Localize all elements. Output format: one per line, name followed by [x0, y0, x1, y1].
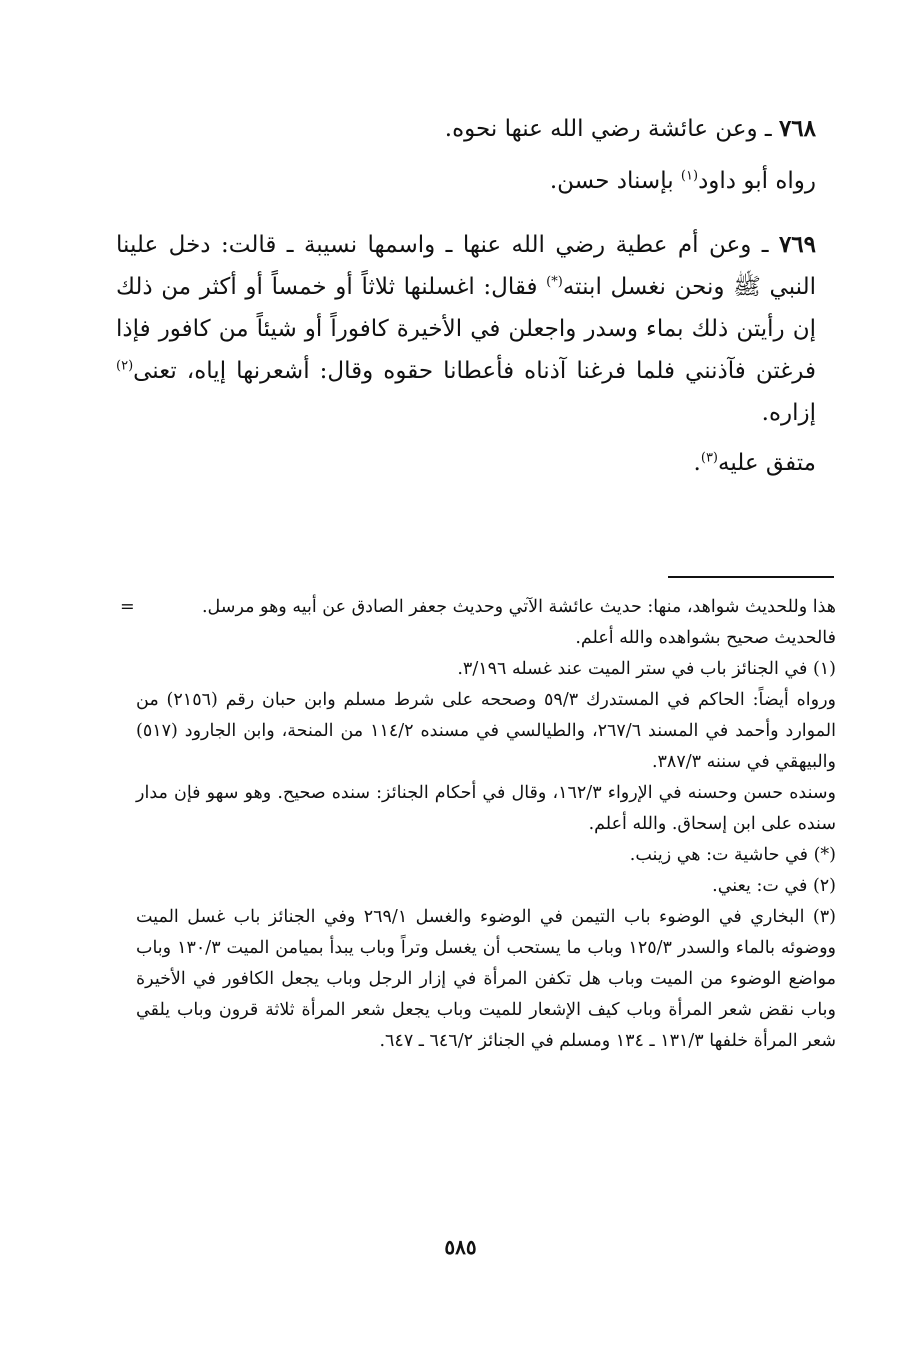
- footnote-ref: (١): [680, 168, 699, 184]
- hadith-text-part2: فقال: اغسلنها ثلاثاً أو خمساً أو أكثر من ذلك إن رأيتن ذلك بماء وسدر واجعلن في الأخيرة كافوراً أو شيئاً من كافور فإذا فرغتن فآذنني فلما فرغنا آذناه فأعطانا حقوه وقال: أشعرنها إياه، تعنى: [116, 274, 816, 384]
- footnote-line: فالحديث صحيح بشواهده والله أعلم.: [575, 628, 836, 648]
- footnote-ref-star: (*): [546, 274, 563, 290]
- hadith-text-part3: إزاره.: [761, 400, 816, 426]
- footnote-line: في حاشية ت: هي زينب.: [629, 845, 809, 865]
- hadith-text-part1: ـ وعن أم عطية رضي الله عنها ـ واسمها نسيبة ـ قالت: دخل علينا النبي ﷺ ونحن نغسل ابنته: [116, 232, 817, 300]
- footnote-line: هذا وللحديث شواهد، منها: حديث عائشة الآتي وحديث جعفر الصادق عن أبيه وهو مرسل.: [201, 597, 836, 617]
- footnote-line: في الجنائز باب في ستر الميت عند غسله ٣/١٩٦.: [457, 659, 808, 679]
- footnote-continuation: [120, 592, 836, 654]
- footnote-line: وسنده حسن وحسنه في الإرواء ١٦٢/٣، وقال في أحكام الجنائز: سنده صحيح. وهو سهو فإن مدار سنده على ابن إسحاق. والله أعلم.: [136, 783, 836, 834]
- footnote-marker: (*): [813, 845, 836, 865]
- footnote-star: [136, 840, 836, 871]
- hadith-text: ـ وعن عائشة رضي الله عنها نحوه.: [444, 116, 772, 142]
- footnote-2: [136, 871, 836, 902]
- source-text-suffix: .: [693, 450, 701, 476]
- footnote-ref-2: (٢): [116, 358, 134, 374]
- source-text-suffix: بإسناد حسن.: [549, 168, 681, 194]
- page-number: ٥٨٥: [444, 1235, 477, 1259]
- footnote-3: [136, 902, 836, 1057]
- footnote-marker: (٢): [812, 876, 836, 896]
- source-text: رواه أبو داود: [698, 168, 816, 194]
- footnote-separator: [668, 576, 834, 578]
- footnote-1: [136, 654, 836, 840]
- footnote-ref: (٣): [700, 450, 718, 466]
- hadith-number: ٧٦٩: [778, 231, 816, 258]
- hadith-source: [116, 442, 816, 484]
- footnote-marker: =: [120, 597, 135, 617]
- source-text: متفق عليه: [718, 450, 816, 476]
- footnote-line: البخاري في الوضوء باب التيمن في الوضوء والغسل ٢٦٩/١ وفي الجنائز باب غسل الميت ووضوئه بالماء والسدر ١٢٥/٣ وباب ما يستحب أن يغسل وتراً وباب يبدأ بميامن الميت ١٣٠/٣ وباب مواضع الوضوء من الميت وباب هل تكفن المرأة في إزار الرجل وباب يجعل الكافور في الأخيرة وباب نقض شعر المرأة وباب كيف الإشعار للميت وباب يجعل شعر المرأة ثلاثة قرون وباب يلقي شعر المرأة خلفها ١٣١/٣ ـ ١٣٤ ومسلم في الجنائز ٦٤٦/٢ ـ ٦٤٧.: [136, 907, 836, 1051]
- hadith-number: ٧٦٨: [778, 115, 816, 142]
- hadith-769: [116, 224, 816, 434]
- hadith-768: [116, 108, 816, 150]
- footnote-marker: (١): [812, 659, 836, 679]
- footnotes: [120, 592, 837, 1057]
- footnote-line: في ت: يعني.: [712, 876, 808, 896]
- hadith-source: [116, 160, 816, 202]
- main-text: [116, 108, 816, 484]
- footnote-marker: (٣): [812, 907, 836, 927]
- footnote-line: ورواه أيضاً: الحاكم في المستدرك ٥٩/٣ وصححه على شرط مسلم وابن حبان رقم (٢١٥٦) من الموارد وأحمد في المسند ٢٦٧/٦، والطيالسي في مسنده ١١٤/٢ من المنحة، وابن الجارود (٥١٧) والبيهقي في سننه ٣٨٧/٣.: [136, 690, 837, 772]
